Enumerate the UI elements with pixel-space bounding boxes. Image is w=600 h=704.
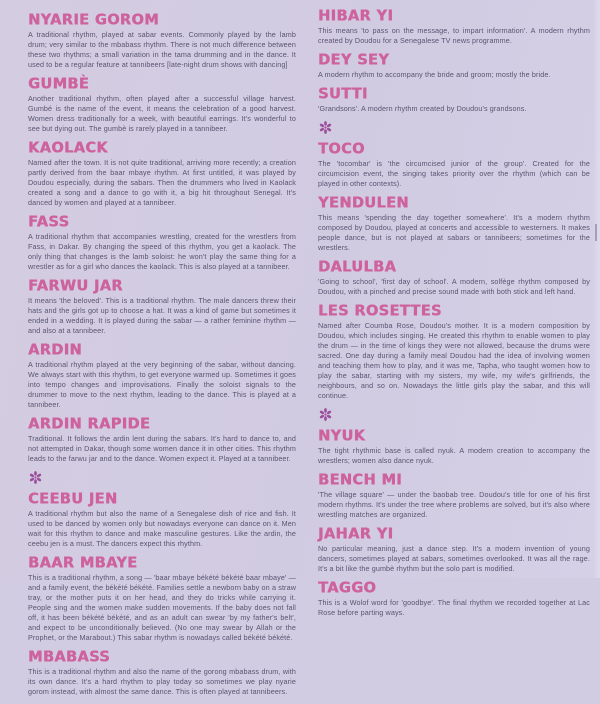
rhythm-title: NYARIE GOROM	[28, 11, 159, 29]
rhythm-entry	[28, 141, 296, 208]
rhythm-description: This means 'to pass on the message, to impart information'. A modern rhythm created by Doudou for a Senegalese TV news programme.	[318, 26, 590, 45]
rhythm-title: ARDIN	[28, 341, 82, 359]
rhythm-description: A traditional rhythm, played at sabar events. Commonly played by the lamb drum; very similar to the mbabass rhythm. There is not much difference between these two rhythms; a small variation in the tama drumming and in the dance. It used to be a regular feature at tannibeers [late-night drum shows with dancing]	[28, 30, 296, 69]
rhythm-title: BENCH MI	[318, 471, 402, 489]
rhythm-description: The 'tocombar' is 'the circumcised junior of the group'. Created for the circumcision event, the singing takes priority over the rhythm (which can be played in other contexts).	[318, 159, 590, 188]
rhythm-title: FARWU JAR	[28, 277, 123, 295]
rhythm-description: No particular meaning, just a dance step. It's a modern invention of young dancers, sometimes played at sabars, sometimes overlooked. It was all the rage. It's a bit like the gumbè rhythm but the solo part is modified.	[318, 544, 590, 573]
rhythm-entry	[318, 473, 590, 520]
rhythm-description: This is a Wolof word for 'goodbye'. The final rhythm we recorded together at Lac Rose before parting ways.	[318, 598, 590, 617]
rhythm-entry	[28, 650, 296, 697]
rhythm-title: NYUK	[318, 427, 366, 445]
section-divider	[29, 471, 296, 484]
rhythm-title: MBABASS	[28, 648, 111, 666]
rhythm-entry	[318, 9, 590, 46]
rhythm-description: This is a traditional rhythm and also the name of the gorong mbabass drum, with its own dance. It's a hard rhythm to play today so sometimes we play nyarie gorom instead, with almost the same dance. This is often played at tannibeers.	[28, 667, 296, 696]
rhythm-title: HIBAR YI	[318, 7, 394, 25]
rhythm-entry	[28, 492, 296, 549]
rhythm-description: This means 'spending the day together somewhere'. It's a modern rhythm composed by Doudou, played at concerts and accessible to westerners. It makes people dance, but is not played at sabars or tannibeers; sometimes for the wrestlers.	[318, 213, 590, 252]
rhythm-description: Traditional. It follows the ardin lent during the sabars. It's hard to dance to, and not attempted in Dakar, though some women dance it in other cities. This rhythm leads to the farwu jar and to the dance. Women expect it. Played at a tannibeer.	[28, 434, 296, 463]
rhythm-entry	[318, 87, 590, 114]
rhythm-description: 'The village square' — under the baobab tree. Doudou's title for one of his first modern rhythms. It's under the tree where problems are solved, but it's also where wrestling matches are organized.	[318, 490, 590, 519]
rhythm-entry	[28, 215, 296, 272]
rhythm-entry	[318, 196, 590, 253]
rhythm-description: Named after Coumba Rose, Doudou's mother. It is a modern composition by Doudou, which includes singing. He created this rhythm to enable women to play the drum — in the time of kings they were not allowed, because the drums were sacred. One day during a family meal Doudou had the idea of involving women and teaching them how to play, and it was me, Tapha, who taught women how to play the sabar, starting with my sisters, my wife, my wife's girlfriends, the neighbours, and so on. Nowadays the little girls play the sabar, and this will continue.	[318, 321, 590, 400]
rhythm-entry	[28, 279, 296, 336]
rhythm-title: JAHAR YI	[318, 525, 394, 543]
section-divider	[319, 121, 590, 134]
flower-asterisk-icon	[319, 121, 590, 134]
rhythm-title: ARDIN RAPIDE	[28, 415, 151, 433]
rhythm-description: This is a traditional rhythm, a song — 'baar mbaye békété békété baar mbaye' — and a family event, the békété békété. Families settle a newborn baby on a straw tray, or the mother puts it on her head, and they do tricks while carrying it. People sing and the women make sudden movements. If the baby does not fall off, it has been békété békété, and as an adult can swear 'by my father's belt', and expect to be unconditionally believed. (No one may swear by Allah or the Prophet, or the Marabout.) This sabar rhythm is nowadays called békété békété.	[28, 573, 296, 642]
rhythm-entry	[28, 417, 296, 464]
rhythm-title: SUTTI	[318, 85, 368, 103]
rhythm-entry	[318, 429, 590, 466]
rhythm-title: FASS	[28, 213, 70, 231]
rhythm-entry	[318, 581, 590, 618]
column-right	[318, 9, 590, 625]
rhythm-description: A modern rhythm to accompany the bride and groom; mostly the bride.	[318, 70, 551, 79]
rhythm-title: KAOLACK	[28, 139, 108, 157]
rhythm-description: The tight rhythmic base is called nyuk. A modern creation to accompany the wrestlers; women also dance nyuk.	[318, 446, 590, 465]
rhythm-title: DEY SEY	[318, 51, 390, 69]
rhythm-title: DALULBA	[318, 258, 397, 276]
rhythm-description: Named after the town. It is not quite traditional, arriving more recently; a creation partly derived from the baar mbaye rhythm. At first untitled, it was played by Doudou especially, during the sabars. Then the drummers who lived in Kaolack created a song and a dance to go with it, a big hit throughout Senegal. It's danced by women and played at a tannibeer.	[28, 158, 296, 207]
rhythm-entry	[318, 527, 590, 574]
page-edge	[593, 0, 600, 578]
flower-asterisk-icon	[29, 471, 296, 484]
rhythm-entry	[318, 304, 590, 401]
rhythm-title: TOCO	[318, 140, 365, 158]
scan-artifact	[595, 224, 597, 241]
rhythm-title: CEEBU JEN	[28, 490, 118, 508]
rhythm-entry	[28, 343, 296, 410]
rhythm-title: BAAR MBAYE	[28, 554, 138, 572]
column-left	[28, 13, 296, 704]
rhythm-entry	[318, 260, 590, 297]
rhythm-description: It means 'the beloved'. This is a traditional rhythm. The male dancers threw their hats and the girls got up to choose a hat. It was a kind of game but sometimes it ended in a wedding. It is played during the sabar — a rather feminine rhythm — and also at a tannibeer.	[28, 296, 296, 335]
flower-asterisk-icon	[319, 408, 590, 421]
rhythm-description: 'Going to school', 'first day of school'. A modern, solfège rhythm composed by Doudou, with a pinched and precise sound made with both stick and left hand.	[318, 277, 590, 296]
rhythm-entry	[318, 142, 590, 189]
rhythm-description: 'Grandsons'. A modern rhythm created by Doudou's grandsons.	[318, 104, 527, 113]
rhythm-title: LES ROSETTES	[318, 302, 442, 320]
rhythm-entry	[28, 556, 296, 643]
rhythm-description: A traditional rhythm that accompanies wrestling, created for the wrestlers from Fass, in Dakar. By changing the speed of this rhythm, you get a kaolack. The only thing that changes is the lamb soloist: he won't play the same thing for a wrestler as for a girl who dances the kaolack. This is also played at a tannibeer.	[28, 232, 296, 271]
rhythm-entry	[318, 53, 590, 80]
rhythm-entry	[28, 77, 296, 134]
rhythm-description: Another traditional rhythm, often played after a successful village harvest. Gumbé is the name of the event, it means the celebration of a good harvest. Women dress traditionally for a week, with beautiful earrings. It's wonderful to see but dying out. The gumbè is rarely played in a tannibeer.	[28, 94, 296, 133]
rhythm-title: TAGGO	[318, 579, 377, 597]
rhythm-title: GUMBÈ	[28, 75, 90, 93]
rhythm-title: YENDULEN	[318, 194, 409, 212]
rhythm-description: A traditional rhythm played at the very beginning of the sabar, without dancing. We always start with this rhythm, to get everyone warmed up. Sometimes it goes into tempo changes and improvisations. Finally the soloist signals to the drummer to move to the next rhythm, leading to the dance. This is played at a tannibeer.	[28, 360, 296, 409]
section-divider	[319, 408, 590, 421]
rhythm-description: A traditional rhythm but also the name of a Senegalese dish of rice and fish. It used to be danced by women only but nowadays everyone can dance on it. Men wait for this rhythm to dance and make masculine gestures. Like the ardin, the ceebu jen is a must. The dancers expect this rhythm.	[28, 509, 296, 548]
rhythm-entry	[28, 13, 296, 70]
